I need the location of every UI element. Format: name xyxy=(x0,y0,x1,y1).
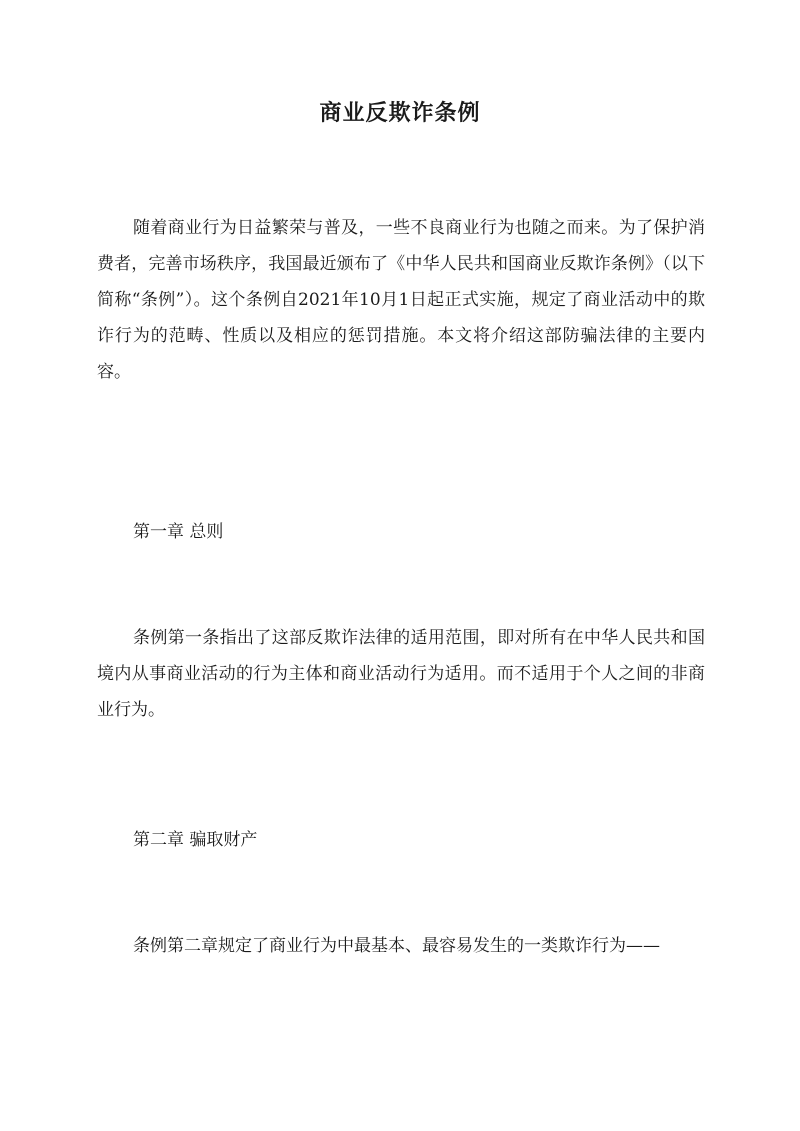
chapter-2-heading: 第二章 骗取财产 xyxy=(133,830,258,850)
document-title: 商业反欺诈条例 xyxy=(319,100,481,126)
chapter-1-paragraph: 条例第一条指出了这部反欺诈法律的适用范围，即对所有在中华人民共和国境内从事商业活动的行为主体和商业活动行为适用。而不适用于个人之间的非商业行为。 xyxy=(97,628,705,720)
intro-paragraph: 随着商业行为日益繁荣与普及，一些不良商业行为也随之而来。为了保护消费者，完善市场秩序，我国最近颁布了《中华人民共和国商业反欺诈条例》（以下简称“条例”）。这个条例自2021年10月1日起正式实施，规定了商业活动中的欺诈行为的范畴、性质以及相应的惩罚措施。本文将介绍这部防骗法律的主要内容。 xyxy=(97,218,705,382)
chapter-1-heading: 第一章 总则 xyxy=(133,522,224,542)
chapter-2-paragraph: 条例第二章规定了商业行为中最基本、最容易发生的一类欺诈行为—— xyxy=(133,936,660,956)
